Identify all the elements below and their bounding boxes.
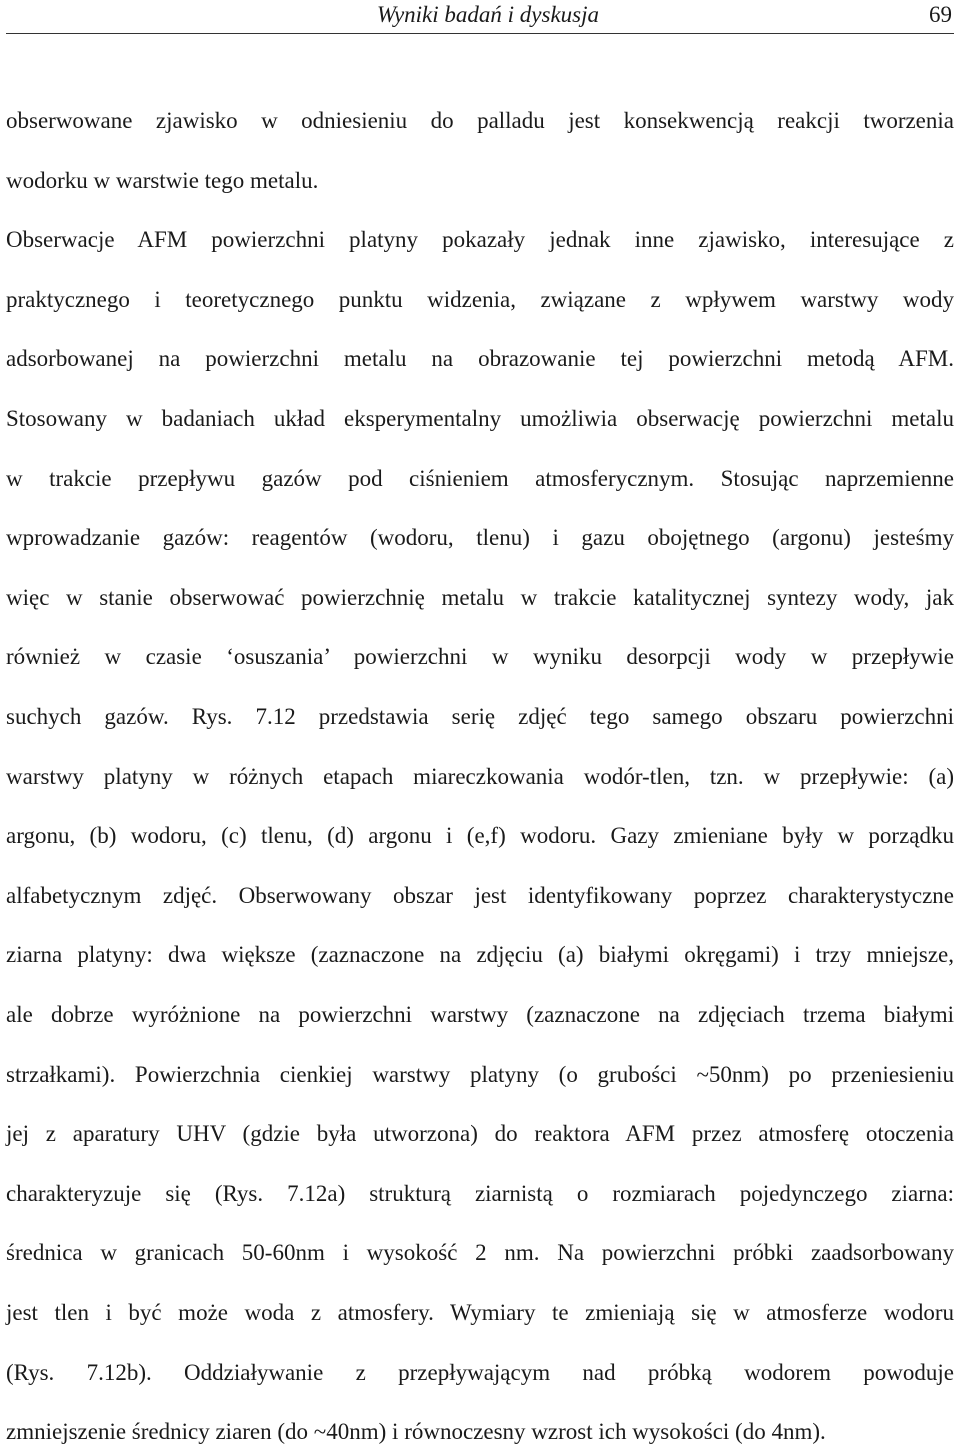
text-line: średnica w granicach 50-60nm i wysokość 2 nm. Na powierzchni próbki zaadsorbowany [6, 1240, 954, 1265]
chapter-title: Wyniki badań i dyskusja [376, 2, 599, 27]
text-line: zmniejszenie średnicy ziaren (do ~40nm) i równoczesny wzrost ich wysokości (do 4nm). [6, 1419, 826, 1444]
text-line: w trakcie przepływu gazów pod ciśnieniem atmosferycznym. Stosując naprzemienne [6, 466, 954, 491]
text-line: również w czasie ‘osuszania’ powierzchni w wyniku desorpcji wody w przepływie [6, 644, 954, 669]
text-line: alfabetycznym zdjęć. Obserwowany obszar jest identyfikowany poprzez charakterystyczne [6, 883, 954, 908]
text-line: adsorbowanej na powierzchni metalu na obrazowanie tej powierzchni metodą AFM. [6, 346, 954, 371]
text-line: charakteryzuje się (Rys. 7.12a) strukturą ziarnistą o rozmiarach pojedynczego ziarna: [6, 1181, 954, 1206]
text-line: wprowadzanie gazów: reagentów (wodoru, tlenu) i gazu obojętnego (argonu) jesteśmy [6, 525, 954, 550]
text-line: jest tlen i być może woda z atmosfery. Wymiary te zmieniają się w atmosferze wodoru [6, 1300, 954, 1325]
page-number: 69 [929, 2, 952, 27]
text-line: wodorku w warstwie tego metalu. [6, 168, 319, 193]
text-line: więc w stanie obserwować powierzchnię metalu w trakcie katalitycznej syntezy wody, jak [6, 585, 954, 610]
text-line: obserwowane zjawisko w odniesieniu do palladu jest konsekwencją reakcji tworzenia [6, 108, 954, 133]
text-line: (Rys. 7.12b). Oddziaływanie z przepływającym nad próbką wodorem powoduje [6, 1360, 954, 1385]
text-line: strzałkami). Powierzchnia cienkiej warstwy platyny (o grubości ~50nm) po przeniesieniu [6, 1062, 954, 1087]
running-header [6, 0, 954, 34]
text-line: Obserwacje AFM powierzchni platyny pokazały jednak inne zjawisko, interesujące z [6, 227, 954, 252]
text-line: suchych gazów. Rys. 7.12 przedstawia serię zdjęć tego samego obszaru powierzchni [6, 704, 954, 729]
text-line: ale dobrze wyróżnione na powierzchni warstwy (zaznaczone na zdjęciach trzema białymi [6, 1002, 954, 1027]
text-line: ziarna platyny: dwa większe (zaznaczone na zdjęciu (a) białymi okręgami) i trzy mniejsze, [6, 942, 954, 967]
text-line: warstwy platyny w różnych etapach miareczkowania wodór-tlen, tzn. w przepływie: (a) [6, 764, 954, 789]
text-line: jej z aparatury UHV (gdzie była utworzona) do reaktora AFM przez atmosferę otoczenia [6, 1121, 954, 1146]
text-line: Stosowany w badaniach układ eksperymentalny umożliwia obserwację powierzchni metalu [6, 406, 954, 431]
text-line: argonu, (b) wodoru, (c) tlenu, (d) argonu i (e,f) wodoru. Gazy zmieniane były w porządku [6, 823, 954, 848]
text-line: praktycznego i teoretycznego punktu widzenia, związane z wpływem warstwy wody [6, 287, 954, 312]
